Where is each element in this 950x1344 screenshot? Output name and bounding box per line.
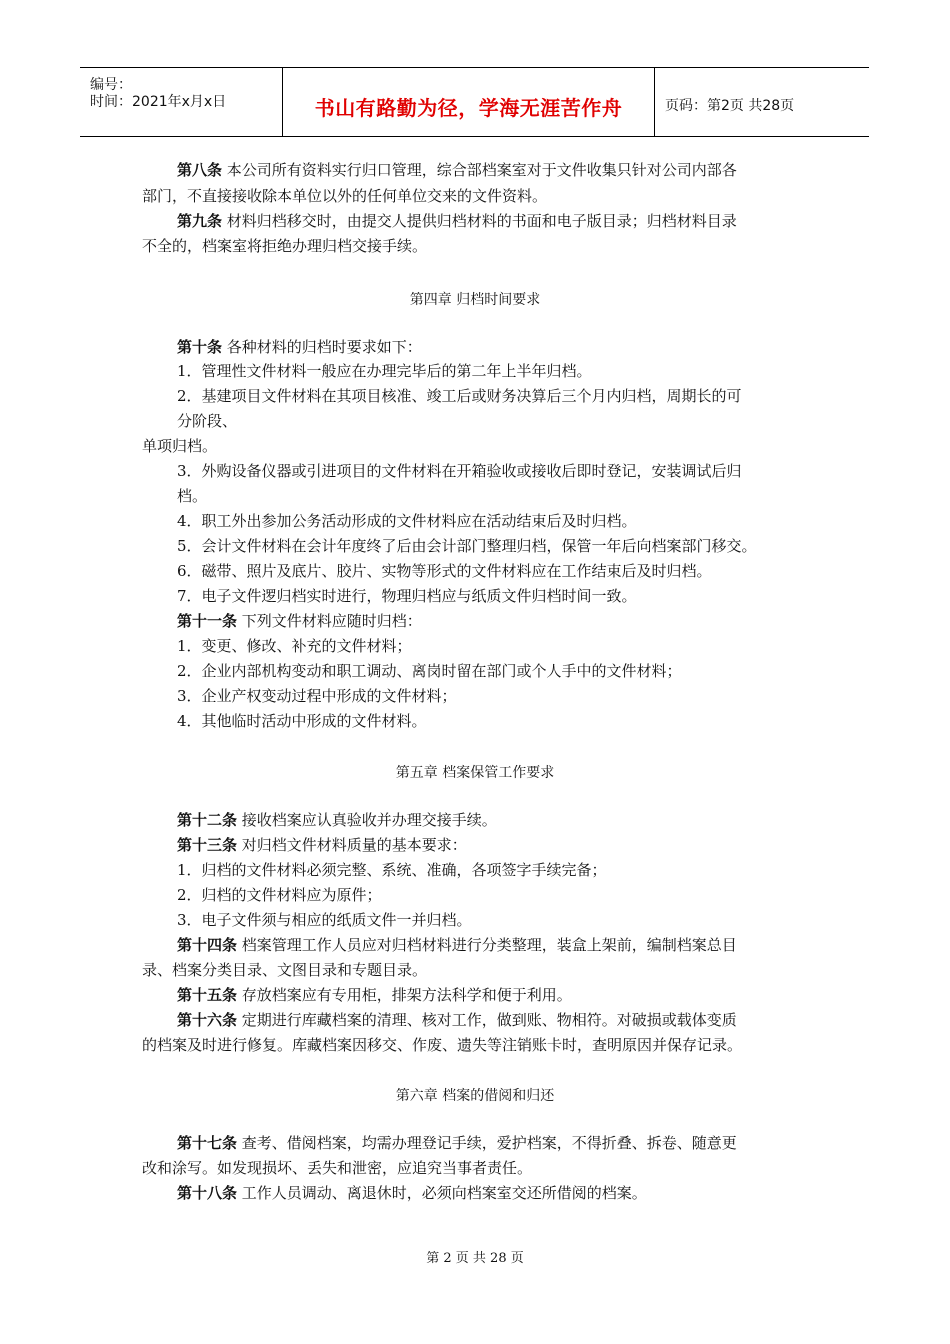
header-motto-cell (283, 68, 655, 136)
text-line (177, 561, 712, 581)
line-text: 部门，不直接接收除本单位以外的任何单位交来的文件资料。 (142, 187, 548, 205)
text-line (177, 711, 427, 731)
line-text: 查考、借阅档案，均需办理登记手续，爱护档案，不得折叠、拆卷、随意更 (237, 1134, 737, 1152)
text-line (177, 486, 207, 506)
line-text: 的档案及时进行修复。库藏档案因移交、作废、遗失等注销账卡时，查明原因并保存记录。 (142, 1036, 743, 1054)
line-text: 定期进行库藏档案的清理、核对工作，做到账、物相符。对破损或载体变质 (237, 1011, 737, 1029)
text-line (177, 411, 237, 431)
article-line (177, 160, 737, 180)
text-line (142, 1158, 532, 1178)
text-line (177, 686, 457, 706)
article-line (177, 985, 572, 1005)
text-line (142, 236, 427, 256)
article-line (177, 1183, 647, 1203)
line-text: 档案管理工作人员应对归档材料进行分类整理，装盒上架前，编制档案总目 (237, 936, 737, 954)
chapter-heading: 第六章 档案的借阅和归还 (395, 1088, 555, 1104)
line-text: 3．企业产权变动过程中形成的文件材料； (177, 687, 457, 705)
text-line (177, 860, 607, 880)
article-line (177, 935, 737, 955)
article-number: 第十八条 (177, 1184, 238, 1202)
text-line (177, 586, 637, 606)
text-line (177, 910, 472, 930)
text-line (142, 960, 427, 980)
text-line (177, 511, 637, 531)
text-line (177, 361, 592, 381)
article-number: 第九条 (177, 212, 223, 230)
article-line (177, 810, 497, 830)
line-text: 单项归档。 (142, 437, 218, 455)
motto-text: 书山有路勤为径，学海无涯苦作舟 (314, 96, 623, 120)
text-line (177, 461, 742, 481)
line-text: 分阶段、 (177, 412, 238, 430)
chapter-heading: 第五章 档案保管工作要求 (395, 765, 555, 781)
text-line (177, 885, 382, 905)
article-number: 第十四条 (177, 936, 238, 954)
article-number: 第十五条 (177, 986, 238, 1004)
line-text: 2．归档的文件材料应为原件； (177, 886, 382, 904)
article-line (177, 337, 422, 357)
line-text: 下列文件材料应随时归档： (237, 612, 422, 630)
line-text: 2．企业内部机构变动和职工调动、离岗时留在部门或个人手中的文件材料； (177, 662, 682, 680)
line-text: 工作人员调动、离退休时，必须向档案室交还所借阅的档案。 (237, 1184, 647, 1202)
text-line (177, 536, 757, 556)
page-footer: 第 2 页 共 28 页 (426, 1251, 524, 1266)
line-text: 1．归档的文件材料必须完整、系统、准确，各项签字手续完备； (177, 861, 607, 879)
chapter-heading: 第四章 归档时间要求 (409, 292, 541, 308)
page-info: 页码：第2页 共28页 (665, 98, 795, 114)
article-line (177, 1133, 737, 1153)
line-text: 录、档案分类目录、文图目录和专题目录。 (142, 961, 428, 979)
article-line (177, 611, 422, 631)
line-text: 3．电子文件须与相应的纸质文件一并归档。 (177, 911, 472, 929)
line-text: 对归档文件材料质量的基本要求： (237, 836, 467, 854)
line-text: 3．外购设备仪器或引进项目的文件材料在开箱验收或接收后即时登记，安装调试后归 (177, 462, 742, 480)
line-text: 接收档案应认真验收并办理交接手续。 (237, 811, 497, 829)
article-number: 第十二条 (177, 811, 238, 829)
article-line (177, 835, 467, 855)
line-text: 1．变更、修改、补充的文件材料； (177, 637, 412, 655)
article-line (177, 211, 737, 231)
article-line (177, 1010, 737, 1030)
article-number: 第八条 (177, 161, 223, 179)
line-text: 2．基建项目文件材料在其项目核准、竣工后或财务决算后三个月内归档，周期长的可 (177, 387, 742, 405)
text-line (142, 436, 217, 456)
line-text: 4．其他临时活动中形成的文件材料。 (177, 712, 427, 730)
article-number: 第十一条 (177, 612, 238, 630)
line-text: 本公司所有资料实行归口管理，综合部档案室对于文件收集只针对公司内部各 (222, 161, 737, 179)
header-id-cell (80, 68, 283, 136)
line-text: 5．会计文件材料在会计年度终了后由会计部门整理归档，保管一年后向档案部门移交。 (177, 537, 757, 555)
article-number: 第十六条 (177, 1011, 238, 1029)
text-line (177, 636, 412, 656)
line-text: 存放档案应有专用柜，排架方法科学和便于利用。 (237, 986, 572, 1004)
line-text: 4．职工外出参加公务活动形成的文件材料应在活动结束后及时归档。 (177, 512, 637, 530)
line-text: 改和涂写。如发现损坏、丢失和泄密，应追究当事者责任。 (142, 1159, 533, 1177)
text-line (142, 1035, 742, 1055)
number-label: 编号： (90, 77, 132, 93)
article-number: 第十条 (177, 338, 223, 356)
header-table (80, 67, 869, 137)
line-text: 各种材料的归档时要求如下： (222, 338, 422, 356)
line-text: 不全的，档案室将拒绝办理归档交接手续。 (142, 237, 428, 255)
header-page-cell (655, 68, 869, 136)
line-text: 7．电子文件逻归档实时进行，物理归档应与纸质文件归档时间一致。 (177, 587, 637, 605)
article-number: 第十三条 (177, 836, 238, 854)
article-number: 第十七条 (177, 1134, 238, 1152)
line-text: 6．磁带、照片及底片、胶片、实物等形式的文件材料应在工作结束后及时归档。 (177, 562, 712, 580)
line-text: 1．管理性文件材料一般应在办理完毕后的第二年上半年归档。 (177, 362, 592, 380)
line-text: 档。 (177, 487, 208, 505)
text-line (142, 186, 547, 206)
text-line (177, 386, 742, 406)
time-label: 时间：2021年x月x日 (90, 94, 227, 110)
text-line (177, 661, 682, 681)
line-text: 材料归档移交时，由提交人提供归档材料的书面和电子版目录；归档材料目录 (222, 212, 737, 230)
